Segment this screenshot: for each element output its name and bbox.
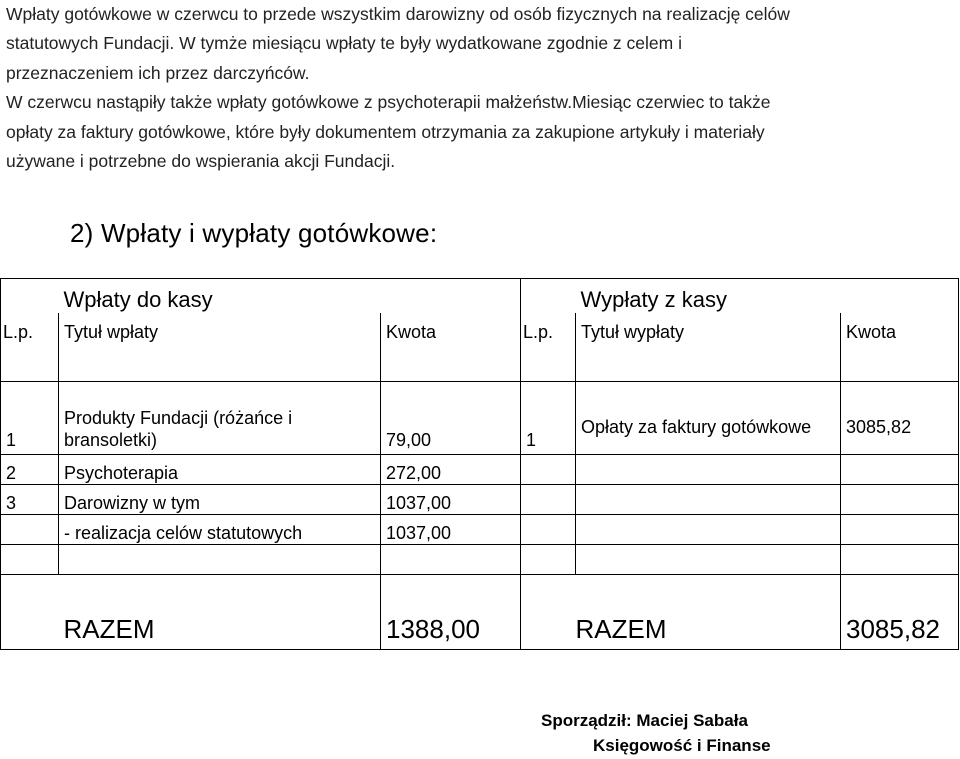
cash-table xyxy=(0,278,959,650)
intro-line: opłaty za faktury gotówkowe, które były dokumentem otrzymania za zakupione artykuły i materiały xyxy=(6,121,765,142)
row-lp2 xyxy=(521,455,576,485)
row-lp2 xyxy=(521,515,576,545)
intro-line: Wpłaty gotówkowe w czerwcu to przede wszystkim darowizny od osób fizycznych na realizację celów xyxy=(6,4,790,24)
row-amount2 xyxy=(841,485,959,515)
expense-total-label: RAZEM xyxy=(576,575,841,650)
col-expense-title: Tytuł wypłaty xyxy=(576,313,841,343)
row-amount: 1037,00 xyxy=(381,485,521,515)
row-income-title: Darowizny w tym xyxy=(59,485,381,515)
spacer-row xyxy=(1,343,959,382)
row-amount: 1037,00 xyxy=(381,515,521,545)
expense-total-value: 3085,82 xyxy=(841,575,959,650)
income-total-value: 1388,00 xyxy=(381,575,521,650)
expense-header: Wypłaty z kasy xyxy=(576,279,959,314)
row-lp xyxy=(1,545,59,575)
row-income-title: Psychoterapia xyxy=(59,455,381,485)
row-expense-title xyxy=(576,485,841,515)
row-lp xyxy=(1,515,59,545)
row-expense-title xyxy=(576,455,841,485)
row-expense-title: Opłaty za faktury gotówkowe xyxy=(576,382,841,455)
row-expense-title xyxy=(576,515,841,545)
table-column-header-row xyxy=(1,313,959,343)
table-row xyxy=(1,455,959,485)
intro-line: W czerwcu nastąpiły także wpłaty gotówkowe z psychoterapii małżeństw.Miesiąc czerwiec to także xyxy=(6,92,771,113)
row-income-title xyxy=(59,545,381,575)
intro-paragraph xyxy=(6,0,956,176)
row-amount: 79,00 xyxy=(381,382,521,455)
row-lp2 xyxy=(521,485,576,515)
prepared-by: Sporządził: Maciej Sabała xyxy=(541,711,748,730)
table-group-header-row xyxy=(1,279,959,314)
table-row xyxy=(1,382,959,455)
row-expense-title xyxy=(576,545,841,575)
table-row xyxy=(1,545,959,575)
row-income-title: - realizacja celów statutowych xyxy=(59,515,381,545)
row-lp: 1 xyxy=(1,382,59,455)
intro-line: używane i potrzebne do wspierania akcji Fundacji. xyxy=(6,151,396,172)
table-row xyxy=(1,485,959,515)
table-row xyxy=(1,515,959,545)
department: Księgowość i Finanse xyxy=(593,736,771,755)
section-title: 2) Wpłaty i wypłaty gotówkowe: xyxy=(70,218,438,248)
totals-row xyxy=(1,575,959,650)
row-lp2 xyxy=(521,545,576,575)
row-income-title: Produkty Fundacji (różańce i bransoletki) xyxy=(59,382,381,455)
col-amount2: Kwota xyxy=(841,313,959,343)
row-amount2 xyxy=(841,545,959,575)
row-amount xyxy=(381,545,521,575)
row-amount2 xyxy=(841,455,959,485)
row-lp: 2 xyxy=(1,455,59,485)
col-lp2: L.p. xyxy=(521,313,576,343)
intro-line: przeznaczeniem ich przez darczyńców. xyxy=(6,62,310,83)
row-amount: 272,00 xyxy=(381,455,521,485)
intro-line: statutowych Fundacji. W tymże miesiącu wpłaty te były wydatkowane zgodnie z celem i xyxy=(6,33,682,54)
row-amount2: 3085,82 xyxy=(841,382,959,455)
row-amount2 xyxy=(841,515,959,545)
signature-block xyxy=(541,708,771,758)
row-lp2: 1 xyxy=(521,382,576,455)
income-total-label: RAZEM xyxy=(59,575,381,650)
income-header: Wpłaty do kasy xyxy=(59,279,521,314)
col-income-title: Tytuł wpłaty xyxy=(59,313,381,343)
col-lp: L.p. xyxy=(1,313,59,343)
row-lp: 3 xyxy=(1,485,59,515)
col-amount: Kwota xyxy=(381,313,521,343)
